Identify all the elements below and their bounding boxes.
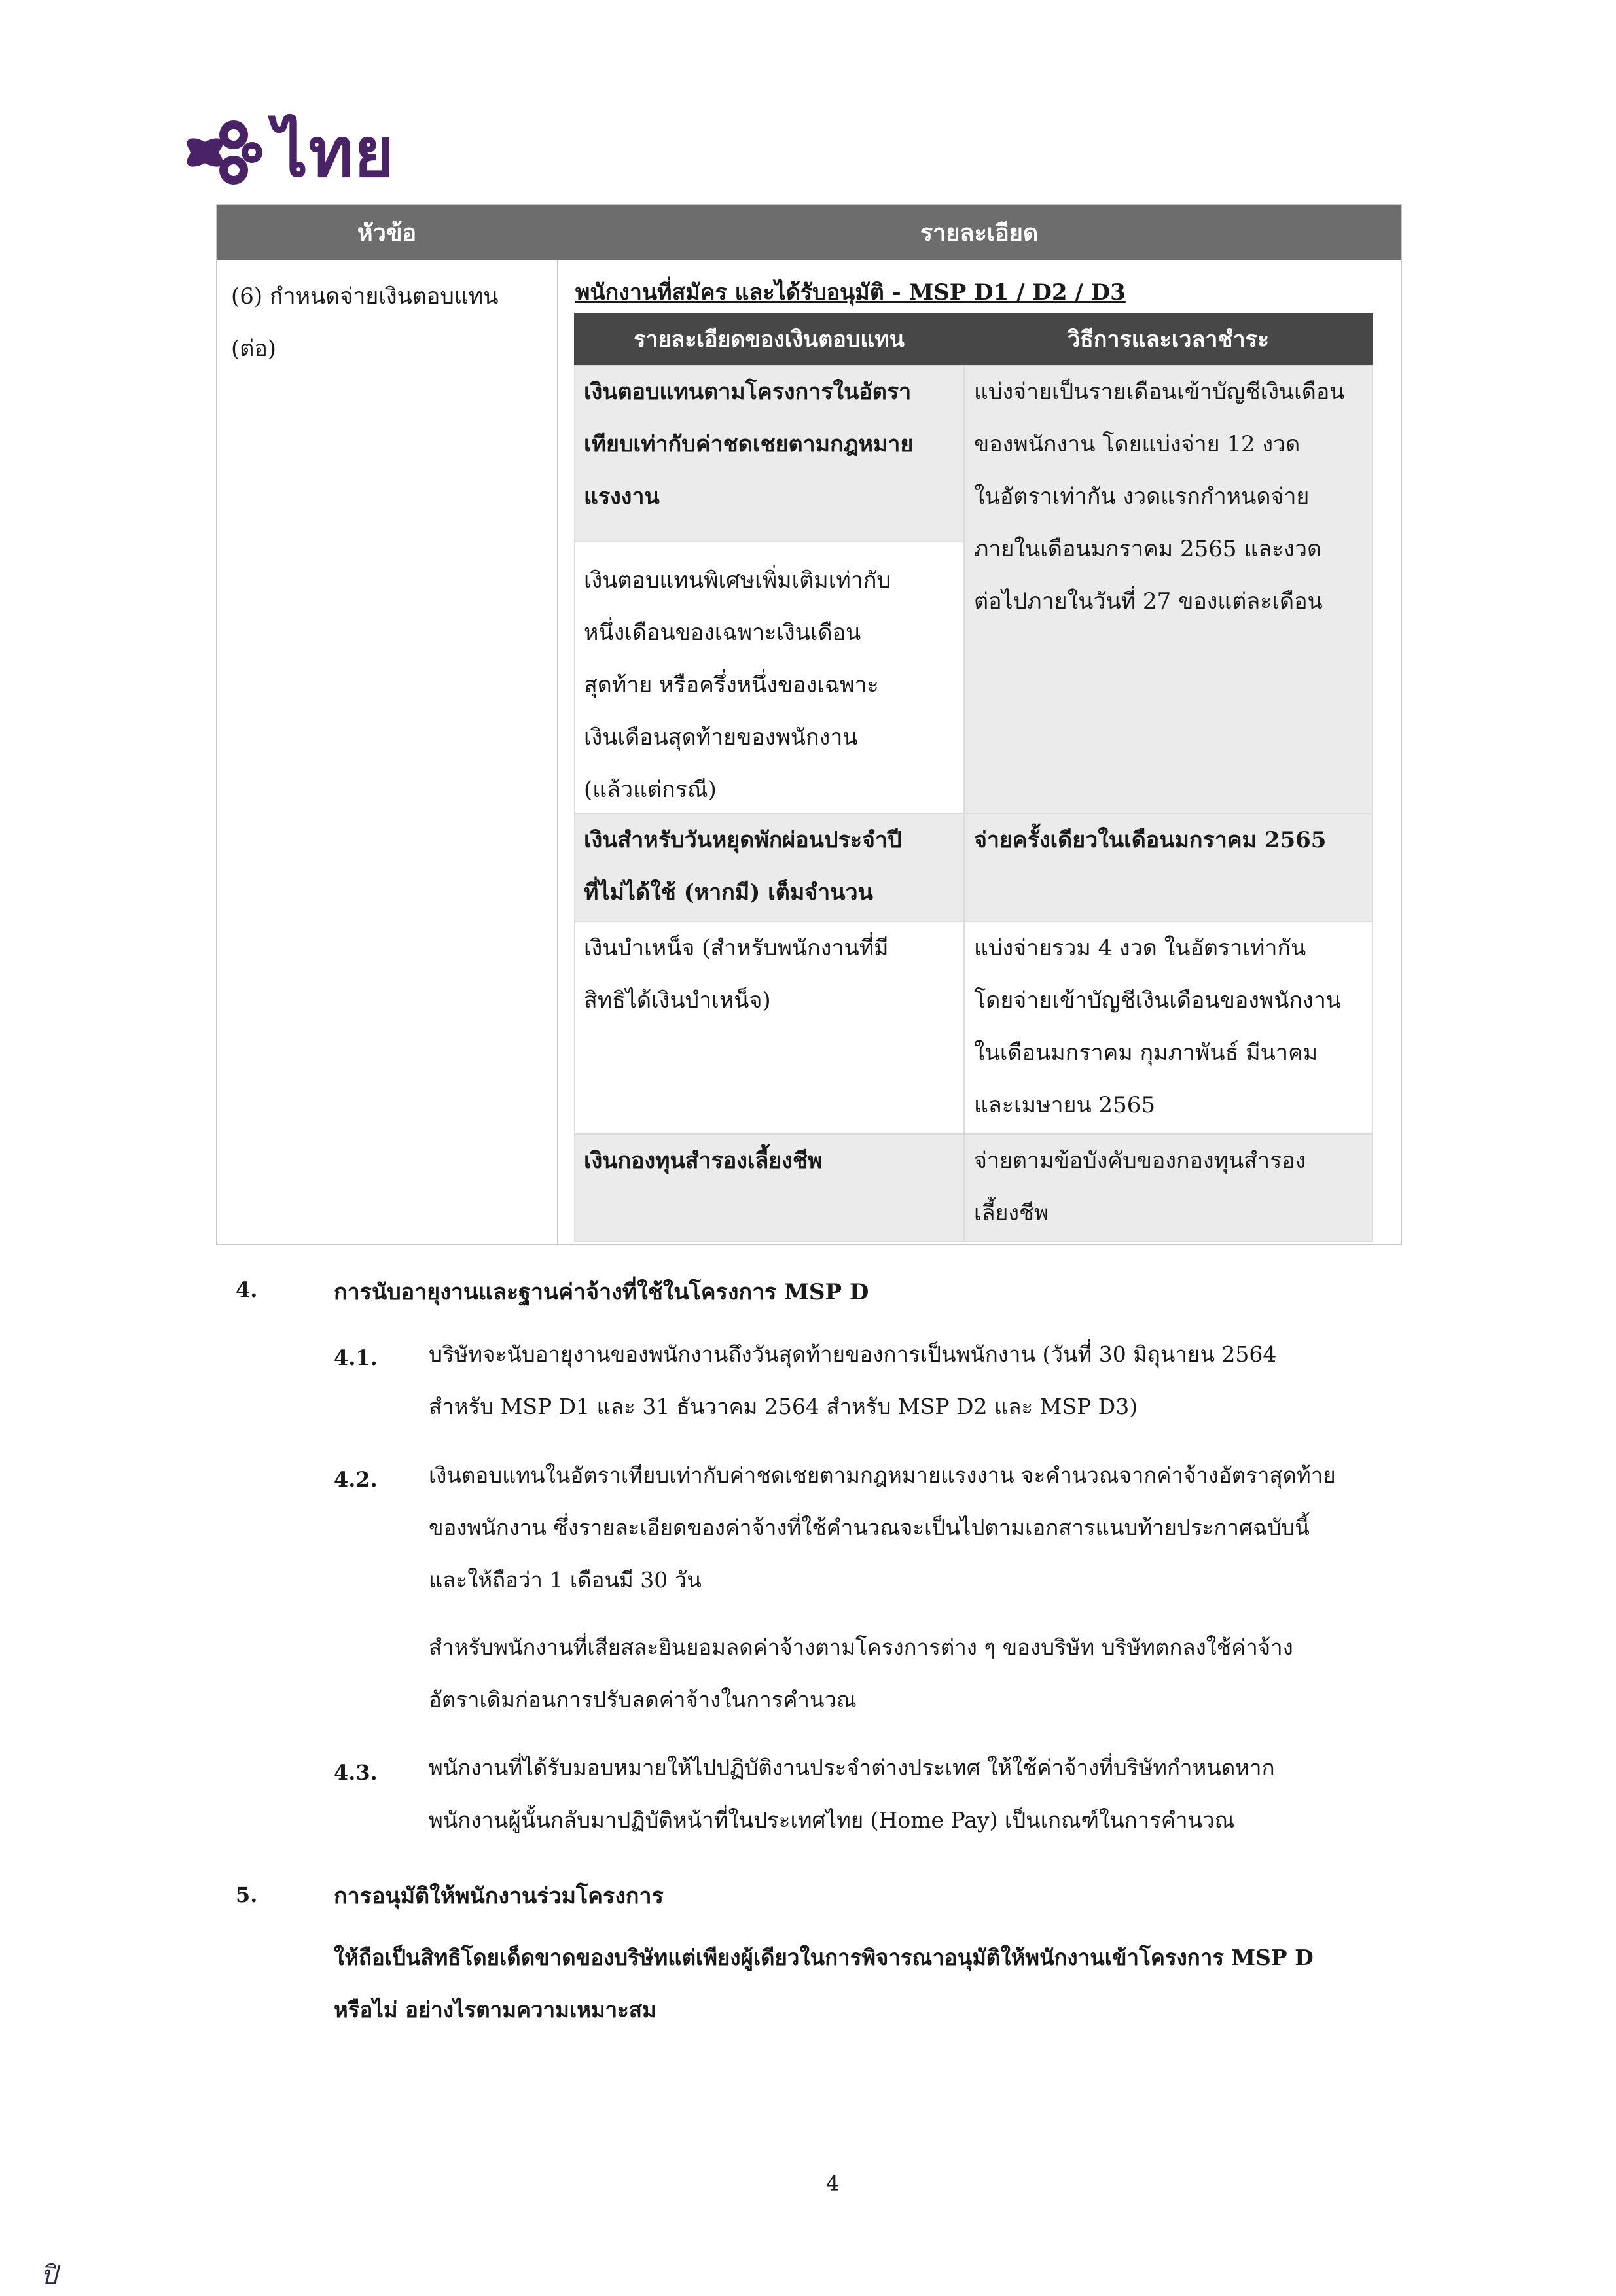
column-divider [557,260,558,1244]
paragraph-line: สำหรับพนักงานที่เสียสละยินยอมลดค่าจ้างตามโครงการต่าง ๆ ของบริษัท บริษัทตกลงใช้ค่าจ้าง [429,1634,1293,1660]
paragraph-line: ให้ถือเป็นสิทธิโดยเด็ดขาดของบริษัทแต่เพียงผู้เดียวในการพิจารณาอนุมัติให้พนักงานเข้าโครงการ MSP D [334,1945,1314,1970]
item-4-3-text [429,1742,1275,1846]
cell-line: สุดท้าย หรือครึ่งหนึ่งของเฉพาะ [584,672,879,698]
item-4-2-number: 4.2. [334,1467,378,1492]
cell-line: ต่อไปภายในวันที่ 27 ของแต่ละเดือน [974,588,1323,614]
cell-line: เงินตอบแทนตามโครงการในอัตรา [584,379,912,405]
cell-line: เงินตอบแทนพิเศษเพิ่มเติมเท่ากับ [584,567,891,593]
orchid-logo-icon [180,116,268,188]
item-4-3-number: 4.3. [334,1760,378,1785]
section-4-title: การนับอายุงานและฐานค่าจ้างที่ใช้ในโครงการ MSP D [334,1279,869,1305]
details-table [216,204,1402,1245]
cell-line: แรงงาน [584,484,660,510]
cell-line: และเมษายน 2565 [974,1092,1156,1118]
item-4-1-text [429,1328,1276,1433]
header-compensation-detail: รายละเอียดของเงินตอบแทน [634,327,905,353]
compensation-table-header [574,313,1373,365]
cell-line: ที่ไม่ได้ใช้ (หากมี) เต็มจำนวน [584,879,873,906]
cell-line: เงินบำเหน็จ (สำหรับพนักงานที่มี [584,935,889,961]
table-cell-payment-merged [964,365,1373,813]
header-payment-method: วิธีการและเวลาชำระ [1067,327,1270,353]
topic-line: (6) กำหนดจ่ายเงินตอบแทน [231,283,499,309]
cell-line: ในอัตราเท่ากัน งวดแรกกำหนดจ่าย [974,484,1310,510]
cell-line: หนึ่งเดือนของเฉพาะเงินเดือน [584,620,861,646]
paragraph-line: พนักงานผู้นั้นกลับมาปฏิบัติหน้าที่ในประเทศไทย (Home Pay) เป็นเกณฑ์ในการคำนวณ [429,1807,1235,1833]
topic-cell [231,270,545,375]
eligible-employees-heading: พนักงานที่สมัคร และได้รับอนุมัติ - MSP D1 / D2 / D3 [575,279,1126,306]
header-topic: หัวข้อ [357,219,417,247]
paragraph-line: และให้ถือว่า 1 เดือนมี 30 วัน [429,1567,702,1593]
paragraph-line: บริษัทจะนับอายุงานของพนักงานถึงวันสุดท้ายของการเป็นพนักงาน (วันที่ 30 มิถุนายน 2564 [429,1341,1277,1367]
logo-text: ไทย [274,112,395,192]
item-4-1-number: 4.1. [334,1345,378,1370]
cell-line: สิทธิได้เงินบำเหน็จ) [584,987,771,1014]
paragraph-line: เงินตอบแทนในอัตราเทียบเท่ากับค่าชดเชยตามกฎหมายแรงงาน จะคำนวณจากค่าจ้างอัตราสุดท้าย [429,1462,1336,1488]
paragraph-line: ของพนักงาน ซึ่งรายละเอียดของค่าจ้างที่ใช้คำนวณจะเป็นไปตามเอกสารแนบท้ายประกาศฉบับนี้ [429,1515,1310,1540]
paragraph-line: อัตราเดิมก่อนการปรับลดค่าจ้างในการคำนวณ [429,1687,857,1712]
paragraph-line: หรือไม่ อย่างไรตามความเหมาะสม [334,1997,656,2022]
paragraph-line: พนักงานที่ได้รับมอบหมายให้ไปปฏิบัติงานประจำต่างประเทศ ให้ใช้ค่าจ้างที่บริษัทกำหนดหาก [429,1755,1275,1780]
cell-line: ภายในเดือนมกราคม 2565 และงวด [974,536,1322,562]
handwritten-initials: ปิ [41,2261,58,2291]
table-cell-detail [574,921,964,1134]
cell-line: โดยจ่ายเข้าบัญชีเงินเดือนของพนักงาน [974,987,1342,1014]
paragraph-line: สำหรับ MSP D1 และ 31 ธันวาคม 2564 สำหรับ MSP D2 และ MSP D3) [429,1394,1138,1419]
topic-line: (ต่อ) [231,336,277,362]
table-cell-detail [574,365,964,542]
cell-line: แบ่งจ่ายเป็นรายเดือนเข้าบัญชีเงินเดือน [974,379,1345,405]
page-number: 4 [826,2171,840,2196]
table-cell-detail [574,1134,964,1242]
cell-line: (แล้วแต่กรณี) [584,777,717,803]
thai-airways-logo [180,108,395,196]
header-detail: รายละเอียด [920,219,1039,247]
section-5-text [334,1932,1314,2036]
cell-line: เงินเดือนสุดท้ายของพนักงาน [584,724,858,751]
cell-line: แบ่งจ่ายรวม 4 งวด ในอัตราเท่ากัน [974,935,1306,961]
cell-line: เทียบเท่ากับค่าชดเชยตามกฎหมาย [584,431,914,457]
cell-line: เลี้ยงชีพ [974,1200,1049,1226]
table-cell-detail [574,542,964,813]
table-cell-detail [574,813,964,921]
details-table-header [217,205,1401,260]
item-4-2-text [429,1449,1336,1606]
table-cell-payment [964,921,1373,1134]
table-cell-payment [964,813,1373,921]
section-5-number: 5. [236,1882,258,1907]
cell-line: จ่ายตามข้อบังคับของกองทุนสำรอง [974,1148,1306,1174]
cell-line: ของพนักงาน โดยแบ่งจ่าย 12 งวด [974,431,1301,457]
table-cell-payment [964,1134,1373,1242]
cell-line: ในเดือนมกราคม กุมภาพันธ์ มีนาคม [974,1040,1318,1066]
section-5-title: การอนุมัติให้พนักงานร่วมโครงการ [334,1883,664,1909]
cell-line: เงินกองทุนสำรองเลี้ยงชีพ [584,1148,823,1174]
cell-line: เงินสำหรับวันหยุดพักผ่อนประจำปี [584,827,902,853]
compensation-table [574,313,1373,1242]
item-4-2-extra-text [429,1621,1293,1726]
cell-line: จ่ายครั้งเดียวในเดือนมกราคม 2565 [974,827,1327,853]
section-4-number: 4. [236,1277,258,1302]
